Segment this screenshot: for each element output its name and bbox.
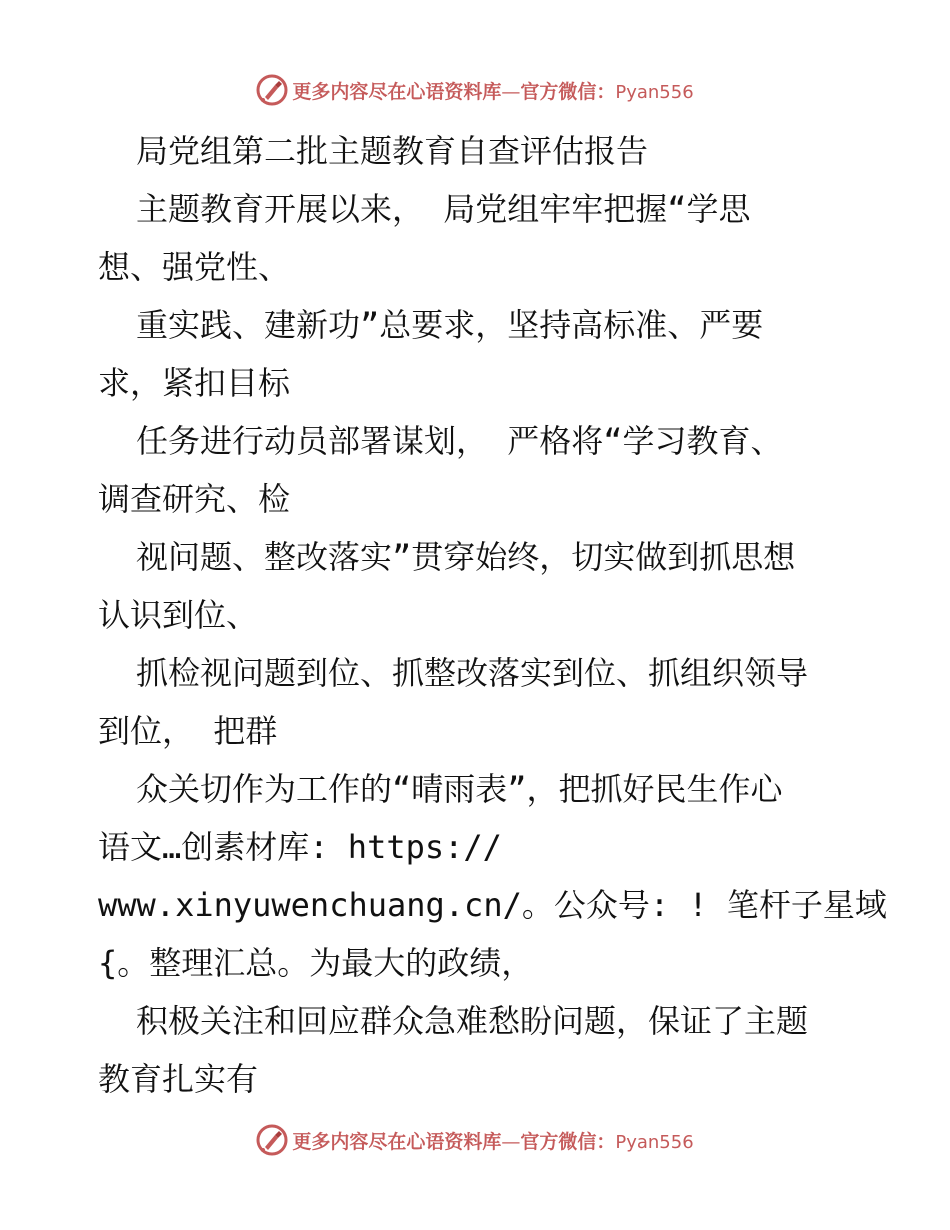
footer-contact-label: 官方微信： (520, 1130, 616, 1153)
footer-banner-text (292, 1127, 693, 1154)
text-line: 抓检视问题到位、抓整改落实到位、抓组织领导 (136, 654, 809, 692)
header-banner-inner (256, 74, 693, 106)
text-line: {。整理汇总。为最大的政绩， (98, 944, 534, 982)
header-contact-id: Pyan556 (615, 81, 694, 103)
footer-contact-id: Pyan556 (615, 1131, 694, 1153)
text-line: 众关切作为工作的“晴雨表”，把抓好民生作心 (136, 770, 783, 808)
text-line: 求，紧扣目标 (98, 364, 291, 402)
text-line: www.xinyuwenchuang.cn/。公众号: ! 笔杆子星域 (98, 886, 887, 924)
text-line: 主题教育开展以来， 局党组牢牢把握“学思 (136, 190, 751, 228)
footer-brand: 更多内容尽在心语资料库 (292, 1130, 502, 1153)
text-line: 教育扎实有 (98, 1060, 259, 1098)
text-line: 调查研究、检 (98, 480, 291, 518)
text-line: 任务进行动员部署谋划， 严格将“学习教育、 (136, 422, 783, 460)
pen-logo-icon (256, 74, 288, 106)
page-header-banner (0, 70, 950, 110)
text-line: 到位， 把群 (98, 712, 278, 750)
text-line: 想、强党性、 (98, 248, 291, 286)
text-line: 认识到位、 (98, 596, 259, 634)
document-body (98, 122, 887, 1108)
text-line: 局党组第二批主题教育自查评估报告 (136, 132, 649, 170)
text-line: 视问题、整改落实”贯穿始终，切实做到抓思想 (136, 538, 796, 576)
text-line: 积极关注和回应群众急难愁盼问题，保证了主题 (136, 1002, 809, 1040)
header-banner-text (292, 77, 693, 104)
text-line: 重实践、建新功”总要求，坚持高标准、严要 (136, 306, 764, 344)
header-brand: 更多内容尽在心语资料库 (292, 80, 502, 103)
page-footer-banner (0, 1120, 950, 1160)
footer-separator: — (501, 1130, 521, 1153)
text-line: 语文…创素材库: https:// (98, 828, 502, 866)
header-separator: — (501, 80, 521, 103)
footer-banner-inner (256, 1124, 693, 1156)
header-contact-label: 官方微信： (520, 80, 616, 103)
pen-logo-icon (256, 1124, 288, 1156)
